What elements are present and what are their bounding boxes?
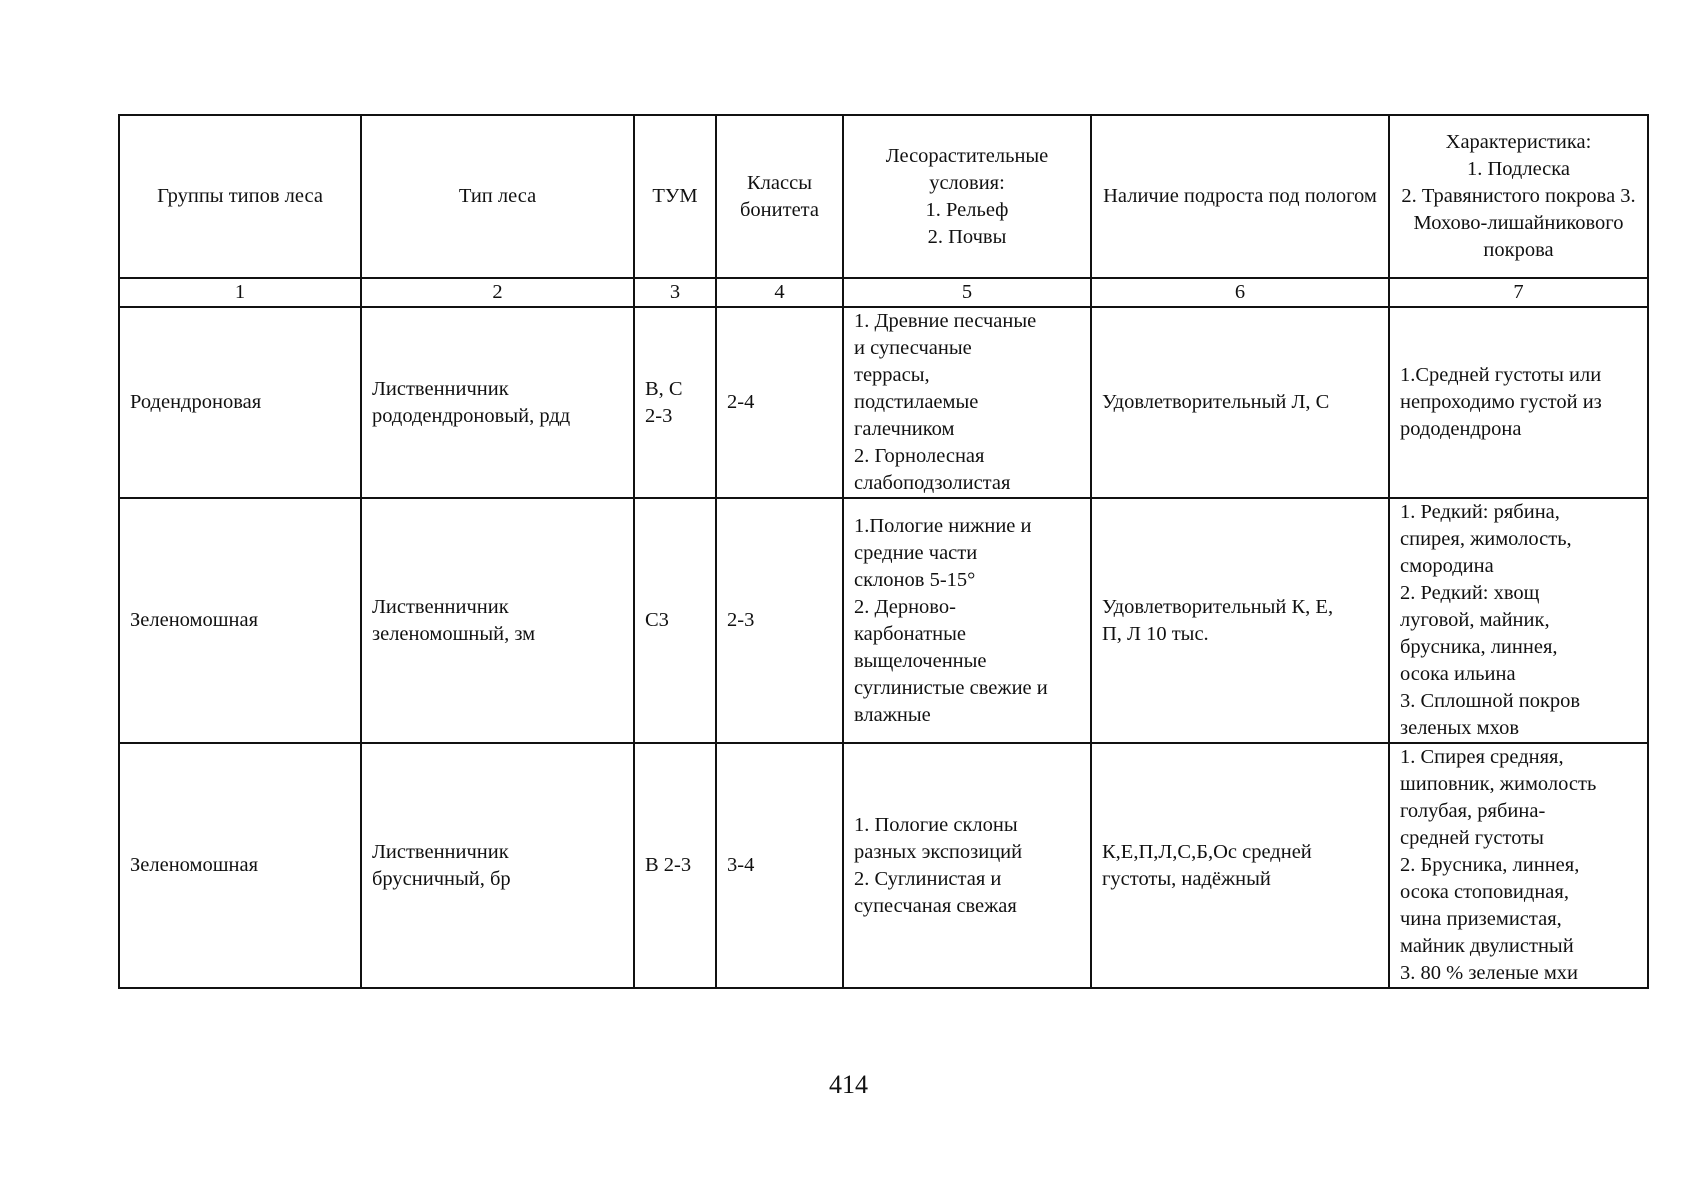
table-row (119, 498, 1648, 743)
header-row (119, 115, 1648, 278)
cell-tum: В 2-3 (634, 743, 716, 988)
column-number: 7 (1389, 278, 1648, 307)
header-forest-type: Тип леса (361, 115, 634, 278)
cell-bonitet: 2-3 (716, 498, 843, 743)
cell-forest-group: Зеленомошная (119, 743, 361, 988)
cell-growing-conditions: 1. Пологие склоны разных экспозиций 2. Суглинистая и супесчаная свежая (843, 743, 1091, 988)
cell-characteristics: 1. Спирея средняя, шиповник, жимолость голубая, рябина- средней густоты 2. Брусника, линнея, осока стоповидная, чина приземистая, майник двулистный 3. 80 % зеленые мхи (1389, 743, 1648, 988)
cell-forest-type: Лиственничник рододендроновый, рдд (361, 307, 634, 498)
header-bonitet-classes: Классы бонитета (716, 115, 843, 278)
header-growing-conditions: Лесорастительные условия: 1. Рельеф 2. Почвы (843, 115, 1091, 278)
header-undergrowth: Наличие подроста под пологом (1091, 115, 1389, 278)
column-number: 6 (1091, 278, 1389, 307)
header-characteristics: Характеристика: 1. Подлеска 2. Травянистого покрова 3. Мохово-лишайникового покрова (1389, 115, 1648, 278)
column-number-row (119, 278, 1648, 307)
table-row (119, 743, 1648, 988)
header-tum: ТУМ (634, 115, 716, 278)
cell-undergrowth: Удовлетворительный Л, С (1091, 307, 1389, 498)
page-number: 414 (829, 1070, 868, 1099)
column-number: 3 (634, 278, 716, 307)
table-row (119, 307, 1648, 498)
cell-undergrowth: Удовлетворительный К, Е, П, Л 10 тыс. (1091, 498, 1389, 743)
cell-growing-conditions: 1.Пологие нижние и средние части склонов 5-15° 2. Дерново- карбонатные выщелоченные суглинистые свежие и влажные (843, 498, 1091, 743)
cell-growing-conditions: 1. Древние песчаные и супесчаные террасы, подстилаемые галечником 2. Горнолесная слабоподзолистая (843, 307, 1091, 498)
cell-forest-type: Лиственничник зеленомошный, зм (361, 498, 634, 743)
column-number: 5 (843, 278, 1091, 307)
cell-forest-group: Зеленомошная (119, 498, 361, 743)
cell-bonitet: 3-4 (716, 743, 843, 988)
forest-types-table (118, 114, 1649, 989)
cell-characteristics: 1. Редкий: рябина, спирея, жимолость, смородина 2. Редкий: хвощ луговой, майник, брусника, линнея, осока ильина 3. Сплошной покров зеленых мхов (1389, 498, 1648, 743)
header-forest-group: Группы типов леса (119, 115, 361, 278)
cell-forest-group: Родендроновая (119, 307, 361, 498)
cell-tum: В, С 2-3 (634, 307, 716, 498)
cell-bonitet: 2-4 (716, 307, 843, 498)
column-number: 1 (119, 278, 361, 307)
cell-characteristics: 1.Средней густоты или непроходимо густой из рододендрона (1389, 307, 1648, 498)
cell-undergrowth: К,Е,П,Л,С,Б,Ос средней густоты, надёжный (1091, 743, 1389, 988)
cell-tum: С3 (634, 498, 716, 743)
column-number: 4 (716, 278, 843, 307)
cell-forest-type: Лиственничник брусничный, бр (361, 743, 634, 988)
column-number: 2 (361, 278, 634, 307)
